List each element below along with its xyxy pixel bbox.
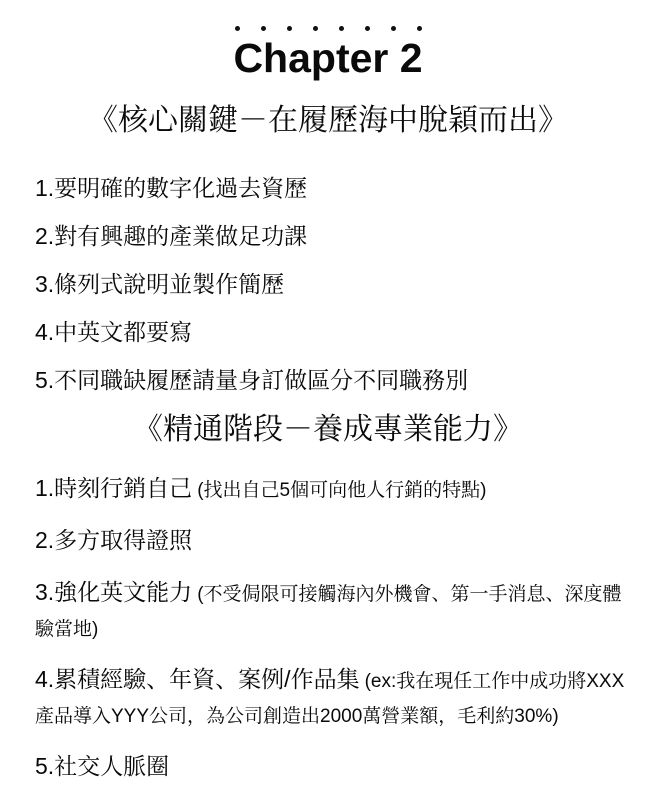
item-note: (找出自己5個可向他人行銷的特點)	[197, 480, 487, 502]
dot-icon	[391, 26, 396, 31]
section-heading: 《精通階段－養成專業能力》	[133, 413, 523, 447]
dot-icon	[417, 26, 422, 31]
list-item	[35, 576, 640, 646]
item-note: (不受侷限可接觸海內外機會、第一手消息、深度體驗當地)	[35, 584, 622, 641]
numbered-list	[0, 472, 656, 785]
item-text: 1.要明確的數字化過去資歷	[35, 175, 308, 202]
list-item	[35, 663, 640, 733]
item-text: 2.多方取得證照	[35, 527, 193, 554]
list-item	[35, 172, 640, 207]
dot-icon	[261, 26, 266, 31]
section-core-keys	[0, 103, 656, 399]
item-text: 4.中英文都要寫	[35, 319, 193, 346]
item-text: 3.強化英文能力	[35, 579, 193, 606]
item-text: 2.對有興趣的產業做足功課	[35, 223, 308, 250]
list-item	[35, 750, 640, 785]
list-item	[35, 220, 640, 255]
list-item	[35, 472, 640, 507]
dot-icon	[287, 26, 292, 31]
list-item	[35, 268, 640, 303]
dot-icon	[339, 26, 344, 31]
item-text: 1.時刻行銷自己	[35, 475, 193, 502]
dot-icon	[365, 26, 370, 31]
item-text: 5.不同職缺履歷請量身訂做區分不同職務別	[35, 367, 469, 394]
item-note: (ex:我在現任工作中成功將XXX產品導入YYY公司，為公司創造出2000萬營業額，毛利約30%)	[35, 671, 625, 728]
item-text: 5.社交人脈圈	[35, 753, 170, 780]
chapter-title: Chapter 2	[233, 35, 423, 81]
dots-decoration	[0, 0, 656, 31]
section-mastery-stage	[0, 412, 656, 785]
dot-icon	[235, 26, 240, 31]
item-text: 3.條列式說明並製作簡歷	[35, 271, 285, 298]
list-item	[35, 316, 640, 351]
dot-icon	[313, 26, 318, 31]
list-item	[35, 524, 640, 559]
item-text: 4.累積經驗、年資、案例/作品集	[35, 666, 360, 693]
section-heading: 《核心關鍵－在履歷海中脫穎而出》	[88, 104, 568, 138]
list-item	[35, 364, 640, 399]
numbered-list	[0, 172, 656, 399]
